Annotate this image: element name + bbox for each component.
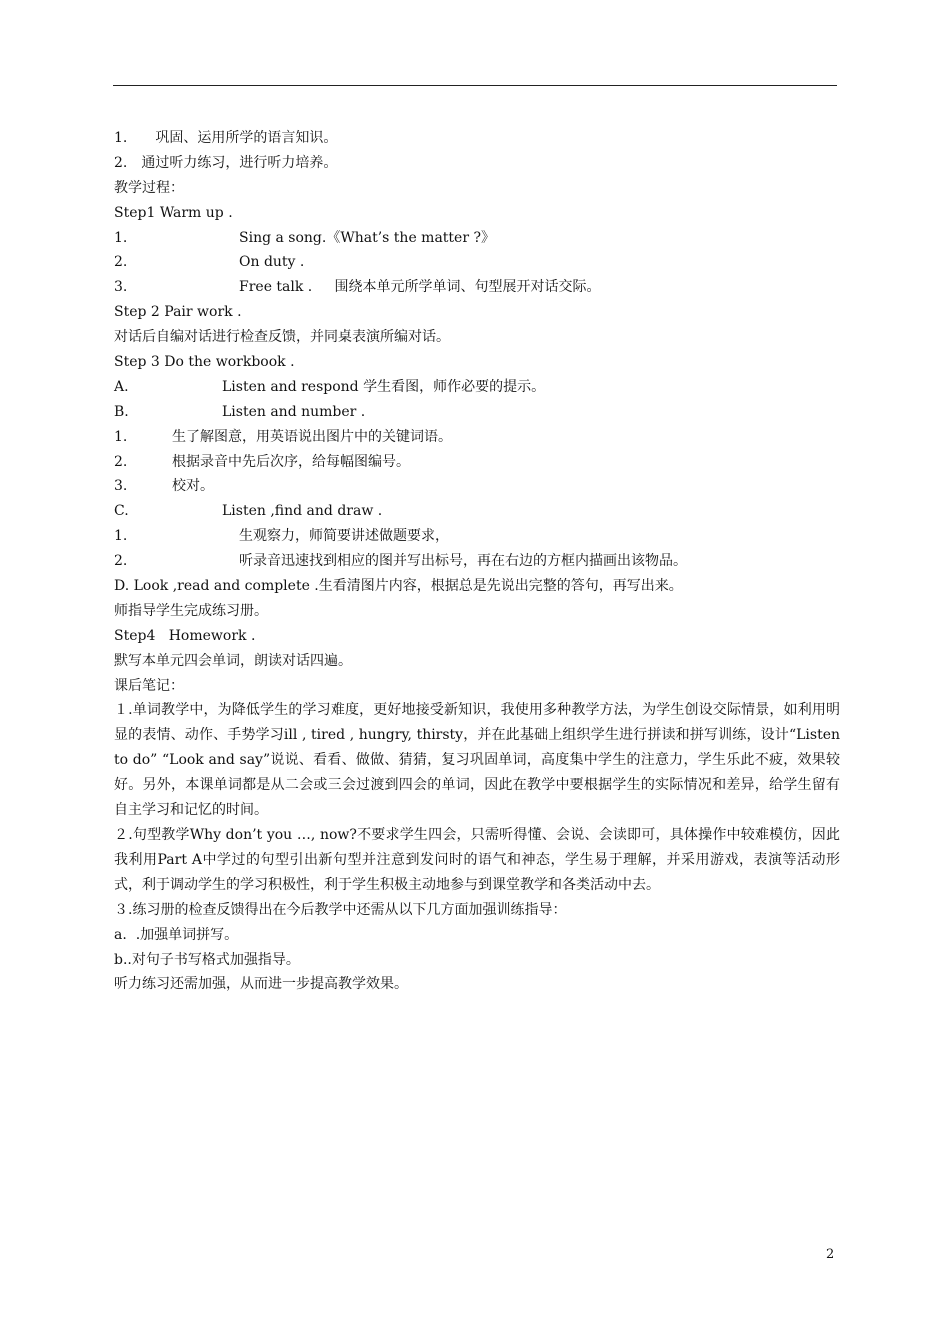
- notes-paragraph: １.单词教学中，为降低学生的学习难度，更好地接受新知识，我使用多种教学方法，为学生创设交际情景，如利用明显的表情、动作、手势学习ill , tired , hungry, thirsty，并在此基础上组织学生进行拼读和拼写训练，设计“Listen to do” “Look and say”说说、看看、做做、猜猜，复习巩固单词，高度集中学生的注意力，学生乐此不疲，效果较好。另外，本课单词都是从二会或三会过渡到四会的单词，因此在教学中要根据学生的实际情况和差异，给学生留有自主学习和记忆的时间。: [114, 702, 840, 819]
- list-number: 2.: [114, 553, 128, 570]
- notes-paragraph: ２.句型教学Why don’t you …, now?不要求学生四会，只需听得懂、会说、会读即可，具体操作中较难模仿，因此我利用Part A中学过的句型引出新句型并注意到发问时的语气和神态，学生易于理解，并采用游戏，表演等活动形式，利于调动学生的学习积极性，利于学生积极主动地参与到课堂教学和各类活动中去。: [114, 827, 840, 893]
- list-number: C.: [114, 503, 129, 520]
- text-line: 对话后自编对话进行检查反馈，并同桌表演所编对话。: [114, 329, 450, 346]
- list-item: [114, 425, 840, 450]
- notes-paragraph: ３.练习册的检查反馈得出在今后教学中还需从以下几方面加强训练指导：: [114, 901, 567, 918]
- list-text: 听录音迅速找到相应的图并写出标号，再在右边的方框内描画出该物品。: [239, 553, 687, 570]
- list-text: Sing a song.《What’s the matter ?》: [239, 229, 495, 246]
- list-item: [114, 524, 840, 549]
- list-item: [114, 226, 840, 251]
- text-line: 师指导学生完成练习册。: [114, 602, 268, 619]
- list-number: B.: [114, 403, 129, 420]
- list-item: [114, 499, 840, 524]
- list-item: [114, 275, 840, 300]
- list-text: Listen and respond 学生看图，师作必要的提示。: [222, 378, 546, 395]
- list-number: 3.: [114, 478, 128, 495]
- list-text: 校对。: [172, 478, 214, 495]
- list-text: On duty .: [239, 254, 305, 271]
- list-number: 1.: [114, 229, 128, 246]
- text-line: 1. 巩固、运用所学的语言知识。: [114, 130, 338, 146]
- list-item: [114, 250, 840, 275]
- list-number: 2.: [114, 453, 128, 470]
- step-heading: Step4 Homework .: [114, 627, 256, 644]
- text-line: 听力练习还需加强，从而进一步提高教学效果。: [114, 976, 408, 993]
- list-item: [114, 549, 840, 574]
- list-text: 生观察力，师简要讲述做题要求，: [239, 528, 449, 545]
- list-text: 生了解图意，用英语说出图片中的关键词语。: [172, 428, 452, 445]
- list-text: Free talk . 围绕本单元所学单词、句型展开对话交际。: [239, 279, 601, 296]
- header-rule: [113, 85, 837, 86]
- list-text: Listen ,find and draw .: [222, 503, 383, 520]
- list-number: 1.: [114, 528, 128, 545]
- list-number: 2.: [114, 254, 128, 271]
- list-text: Listen and number .: [222, 403, 366, 420]
- text-line: 2. 通过听力练习，进行听力培养。: [114, 154, 338, 171]
- section-heading: 课后笔记：: [114, 677, 184, 694]
- step-heading: Step 3 Do the workbook .: [114, 354, 295, 371]
- section-heading: 教学过程：: [114, 179, 184, 196]
- list-number: 1.: [114, 428, 128, 445]
- document-body: [114, 126, 840, 997]
- list-number: A.: [114, 378, 129, 395]
- list-item: a. .加强单词拼写。: [114, 926, 239, 943]
- list-number: 3.: [114, 279, 128, 296]
- text-line: D. Look ,read and complete .生看清图片内容，根据总是先说出完整的答句，再写出来。: [114, 578, 683, 595]
- list-item: [114, 375, 840, 400]
- list-item: b..对句子书写格式加强指导。: [114, 951, 300, 968]
- step-heading: Step 2 Pair work .: [114, 304, 242, 321]
- step-heading: Step1 Warm up .: [114, 204, 233, 221]
- page-number: 2: [826, 1247, 835, 1262]
- text-line: 默写本单元四会单词，朗读对话四遍。: [114, 652, 352, 669]
- list-item: [114, 450, 840, 475]
- list-item: [114, 474, 840, 499]
- list-text: 根据录音中先后次序，给每幅图编号。: [172, 453, 410, 470]
- list-item: [114, 400, 840, 425]
